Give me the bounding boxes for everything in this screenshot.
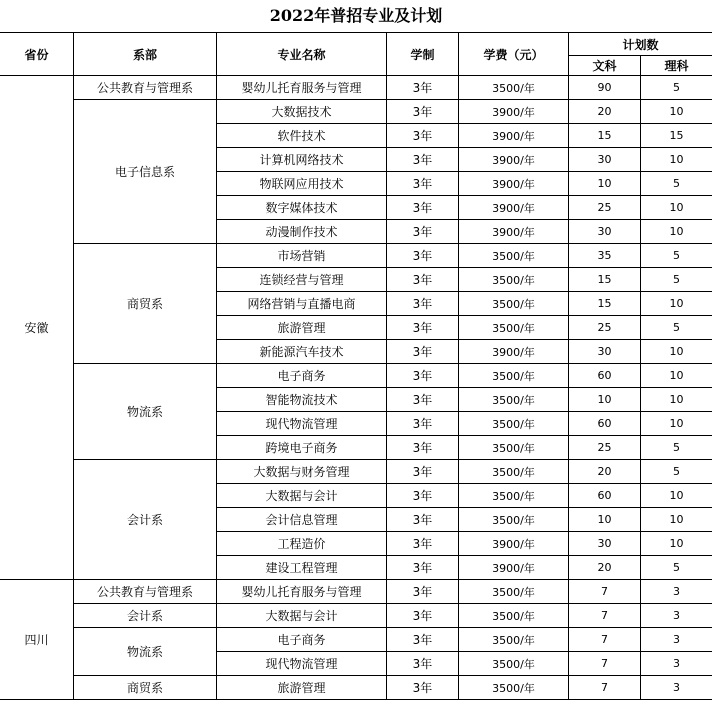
tuition-cell: 3500/年: [459, 268, 569, 292]
major-cell: 大数据与会计: [217, 604, 387, 628]
arts-count-cell: 7: [569, 604, 641, 628]
major-cell: 市场营销: [217, 244, 387, 268]
duration-cell: 3年: [387, 124, 459, 148]
tuition-cell: 3500/年: [459, 364, 569, 388]
science-count-cell: 3: [641, 628, 712, 652]
major-cell: 婴幼儿托育服务与管理: [217, 580, 387, 604]
major-cell: 智能物流技术: [217, 388, 387, 412]
tuition-cell: 3500/年: [459, 652, 569, 676]
header-department: 系部: [74, 33, 217, 76]
tuition-cell: 3500/年: [459, 436, 569, 460]
arts-count-cell: 30: [569, 148, 641, 172]
arts-count-cell: 60: [569, 412, 641, 436]
duration-cell: 3年: [387, 76, 459, 100]
header-plan: 计划数: [569, 33, 712, 56]
tuition-cell: 3500/年: [459, 460, 569, 484]
science-count-cell: 10: [641, 100, 712, 124]
duration-cell: 3年: [387, 172, 459, 196]
science-count-cell: 10: [641, 148, 712, 172]
arts-count-cell: 60: [569, 484, 641, 508]
arts-count-cell: 30: [569, 220, 641, 244]
arts-count-cell: 25: [569, 196, 641, 220]
major-cell: 连锁经营与管理: [217, 268, 387, 292]
science-count-cell: 3: [641, 604, 712, 628]
science-count-cell: 3: [641, 580, 712, 604]
table-body: [0, 76, 712, 700]
table-row: [0, 244, 712, 268]
department-cell: 商贸系: [74, 676, 217, 700]
arts-count-cell: 30: [569, 532, 641, 556]
science-count-cell: 5: [641, 244, 712, 268]
tuition-cell: 3900/年: [459, 124, 569, 148]
arts-count-cell: 15: [569, 124, 641, 148]
major-cell: 旅游管理: [217, 316, 387, 340]
major-cell: 大数据与会计: [217, 484, 387, 508]
major-cell: 会计信息管理: [217, 508, 387, 532]
duration-cell: 3年: [387, 628, 459, 652]
science-count-cell: 10: [641, 532, 712, 556]
header-tuition: 学费（元）: [459, 33, 569, 76]
duration-cell: 3年: [387, 292, 459, 316]
arts-count-cell: 20: [569, 100, 641, 124]
tuition-cell: 3500/年: [459, 412, 569, 436]
department-cell: 电子信息系: [74, 100, 217, 244]
major-cell: 数字媒体技术: [217, 196, 387, 220]
major-cell: 新能源汽车技术: [217, 340, 387, 364]
arts-count-cell: 15: [569, 292, 641, 316]
science-count-cell: 3: [641, 652, 712, 676]
duration-cell: 3年: [387, 604, 459, 628]
table-row: [0, 460, 712, 484]
duration-cell: 3年: [387, 148, 459, 172]
arts-count-cell: 10: [569, 172, 641, 196]
duration-cell: 3年: [387, 532, 459, 556]
arts-count-cell: 7: [569, 580, 641, 604]
duration-cell: 3年: [387, 196, 459, 220]
major-cell: 旅游管理: [217, 676, 387, 700]
tuition-cell: 3900/年: [459, 148, 569, 172]
duration-cell: 3年: [387, 508, 459, 532]
duration-cell: 3年: [387, 100, 459, 124]
department-cell: 物流系: [74, 628, 217, 676]
table-row: [0, 580, 712, 604]
duration-cell: 3年: [387, 340, 459, 364]
tuition-cell: 3500/年: [459, 628, 569, 652]
science-count-cell: 10: [641, 508, 712, 532]
duration-cell: 3年: [387, 220, 459, 244]
science-count-cell: 5: [641, 172, 712, 196]
science-count-cell: 5: [641, 316, 712, 340]
department-cell: 物流系: [74, 364, 217, 460]
science-count-cell: 10: [641, 412, 712, 436]
department-cell: 商贸系: [74, 244, 217, 364]
tuition-cell: 3500/年: [459, 604, 569, 628]
major-cell: 跨境电子商务: [217, 436, 387, 460]
duration-cell: 3年: [387, 412, 459, 436]
tuition-cell: 3900/年: [459, 220, 569, 244]
science-count-cell: 5: [641, 460, 712, 484]
arts-count-cell: 10: [569, 508, 641, 532]
science-count-cell: 5: [641, 556, 712, 580]
header-arts: 文科: [569, 56, 641, 76]
header-province: 省份: [0, 33, 74, 76]
tuition-cell: 3500/年: [459, 508, 569, 532]
science-count-cell: 5: [641, 268, 712, 292]
duration-cell: 3年: [387, 676, 459, 700]
table-row: [0, 676, 712, 700]
major-cell: 大数据与财务管理: [217, 460, 387, 484]
major-cell: 婴幼儿托育服务与管理: [217, 76, 387, 100]
major-cell: 网络营销与直播电商: [217, 292, 387, 316]
tuition-cell: 3500/年: [459, 316, 569, 340]
major-cell: 物联网应用技术: [217, 172, 387, 196]
tuition-cell: 3500/年: [459, 388, 569, 412]
province-cell: 安徽: [0, 76, 74, 580]
science-count-cell: 10: [641, 388, 712, 412]
science-count-cell: 10: [641, 340, 712, 364]
tuition-cell: 3500/年: [459, 76, 569, 100]
arts-count-cell: 20: [569, 460, 641, 484]
duration-cell: 3年: [387, 652, 459, 676]
tuition-cell: 3900/年: [459, 340, 569, 364]
department-cell: 公共教育与管理系: [74, 580, 217, 604]
duration-cell: 3年: [387, 316, 459, 340]
tuition-cell: 3500/年: [459, 676, 569, 700]
tuition-cell: 3500/年: [459, 580, 569, 604]
major-cell: 大数据技术: [217, 100, 387, 124]
tuition-cell: 3900/年: [459, 556, 569, 580]
science-count-cell: 5: [641, 76, 712, 100]
science-count-cell: 10: [641, 196, 712, 220]
science-count-cell: 10: [641, 220, 712, 244]
table-row: [0, 628, 712, 652]
major-cell: 现代物流管理: [217, 652, 387, 676]
major-cell: 电子商务: [217, 628, 387, 652]
science-count-cell: 10: [641, 484, 712, 508]
arts-count-cell: 15: [569, 268, 641, 292]
arts-count-cell: 30: [569, 340, 641, 364]
tuition-cell: 3900/年: [459, 196, 569, 220]
arts-count-cell: 7: [569, 652, 641, 676]
duration-cell: 3年: [387, 244, 459, 268]
major-cell: 电子商务: [217, 364, 387, 388]
arts-count-cell: 60: [569, 364, 641, 388]
page-title: 2022年普招专业及计划: [269, 6, 443, 25]
science-count-cell: 15: [641, 124, 712, 148]
tuition-cell: 3900/年: [459, 100, 569, 124]
header-science: 理科: [641, 56, 712, 76]
arts-count-cell: 35: [569, 244, 641, 268]
duration-cell: 3年: [387, 556, 459, 580]
enrollment-plan-table: [0, 32, 712, 700]
province-cell: 四川: [0, 580, 74, 700]
arts-count-cell: 20: [569, 556, 641, 580]
table-row: [0, 100, 712, 124]
duration-cell: 3年: [387, 460, 459, 484]
tuition-cell: 3500/年: [459, 244, 569, 268]
tuition-cell: 3500/年: [459, 484, 569, 508]
tuition-cell: 3900/年: [459, 532, 569, 556]
department-cell: 公共教育与管理系: [74, 76, 217, 100]
arts-count-cell: 25: [569, 316, 641, 340]
duration-cell: 3年: [387, 484, 459, 508]
arts-count-cell: 10: [569, 388, 641, 412]
header-duration: 学制: [387, 33, 459, 76]
science-count-cell: 3: [641, 676, 712, 700]
duration-cell: 3年: [387, 364, 459, 388]
duration-cell: 3年: [387, 436, 459, 460]
tuition-cell: 3500/年: [459, 292, 569, 316]
science-count-cell: 10: [641, 364, 712, 388]
department-cell: 会计系: [74, 604, 217, 628]
arts-count-cell: 7: [569, 628, 641, 652]
arts-count-cell: 7: [569, 676, 641, 700]
science-count-cell: 5: [641, 436, 712, 460]
duration-cell: 3年: [387, 580, 459, 604]
arts-count-cell: 25: [569, 436, 641, 460]
major-cell: 现代物流管理: [217, 412, 387, 436]
arts-count-cell: 90: [569, 76, 641, 100]
major-cell: 软件技术: [217, 124, 387, 148]
major-cell: 动漫制作技术: [217, 220, 387, 244]
duration-cell: 3年: [387, 268, 459, 292]
header-major: 专业名称: [217, 33, 387, 76]
tuition-cell: 3900/年: [459, 172, 569, 196]
major-cell: 计算机网络技术: [217, 148, 387, 172]
major-cell: 工程造价: [217, 532, 387, 556]
table-row: [0, 604, 712, 628]
duration-cell: 3年: [387, 388, 459, 412]
table-row: [0, 364, 712, 388]
major-cell: 建设工程管理: [217, 556, 387, 580]
table-row: [0, 76, 712, 100]
science-count-cell: 10: [641, 292, 712, 316]
department-cell: 会计系: [74, 460, 217, 580]
